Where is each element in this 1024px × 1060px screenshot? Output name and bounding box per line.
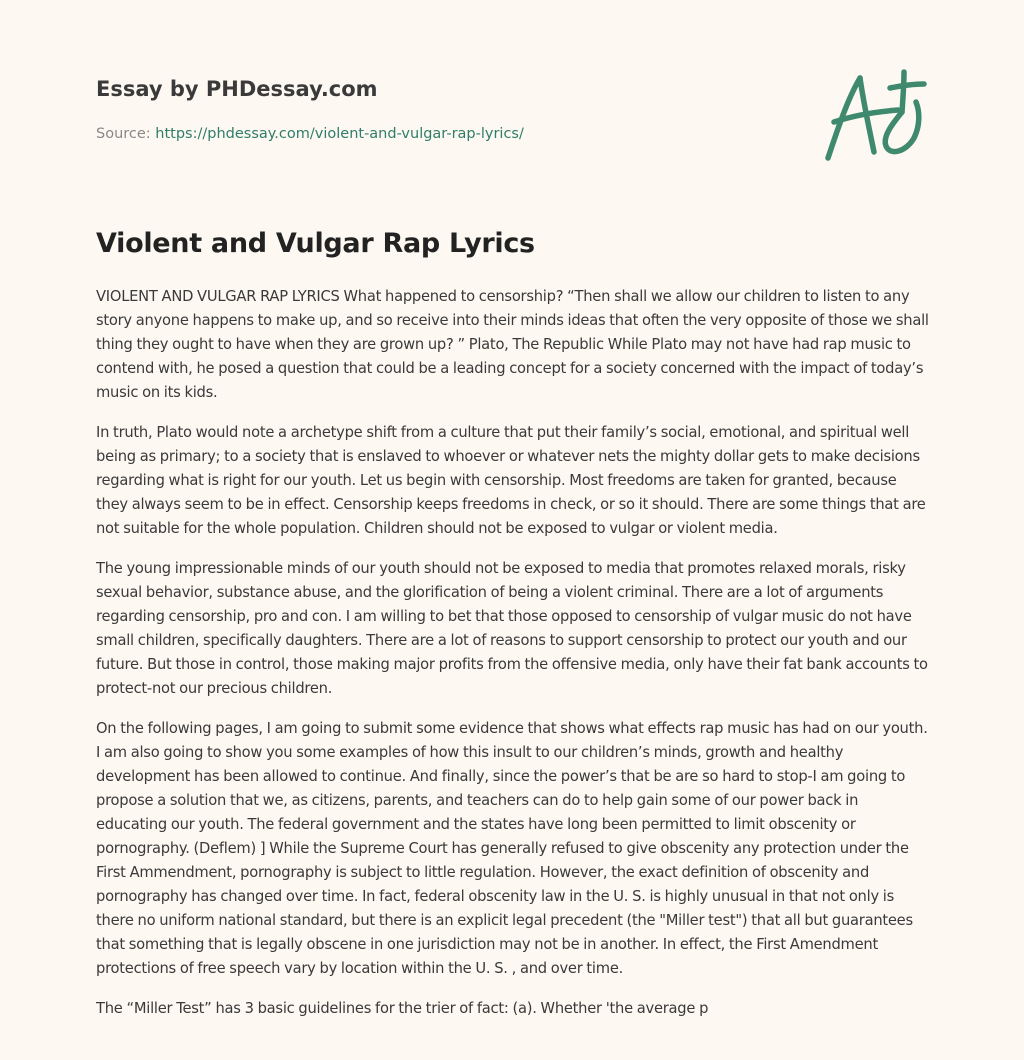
essay-paragraph: In truth, Plato would note a archetype shift from a culture that put their family’s social, emotional, and spiritual well being as primary; to a society that is enslaved to whoever or whatever nets the mighty dollar gets to make decisions regarding what is right for our youth. Let us begin with censorship. Most freedoms are taken for granted, because they always seem to be in effect. Censorship keeps freedoms in check, or so it should. There are some things that are not suitable for the whole population. Children should not be exposed to vulgar or violent media. [96,424,926,537]
source-line [96,124,796,144]
essay-header [96,74,796,144]
source-label: Source: [96,126,151,142]
essay-paragraph: The young impressionable minds of our youth should not be exposed to media that promotes relaxed morals, risky sexual behavior, substance abuse, and the glorification of being a violent criminal. There are a lot of arguments regarding censorship, pro and con. I am willing to bet that those opposed to censorship of vulgar music do not have small children, specifically daughters. There are a lot of reasons to support censorship to protect our youth and our future. But those in control, those making major profits from the offensive media, only have their fat bank accounts to protect-not our precious children. [96,560,928,697]
essay-paragraph: On the following pages, I am going to submit some evidence that shows what effects rap music has had on our youth. I am also going to show you some examples of how this insult to our children’s minds, growth and healthy development has been allowed to continue. And finally, since the power’s that be are so hard to stop-I am going to propose a solution that we, as citizens, parents, and teachers can do to help gain some of our power back in educating our youth. The federal government and the states have long been permitted to limit obscenity or pornography. (Deflem) ] While the Supreme Court has generally refused to give obscenity any protection under the First Ammendment, pornography is subject to little regulation. However, the exact definition of obscenity and pornography has changed over time. In fact, federal obscenity law in the U. S. is highly unusual in that not only is there no uniform national standard, but there is an explicit legal precedent (the "Miller test") that all but guarantees that something that is legally obscene in one jurisdiction may not be in another. In effect, the First Amendment protections of free speech vary by location within the U. S. , and over time. [96,720,928,977]
source-link[interactable]: https://phdessay.com/violent-and-vulgar-rap-lyrics/ [155,126,524,142]
essay-paragraph: VIOLENT AND VULGAR RAP LYRICS What happened to censorship? “Then shall we allow our children to listen to any story anyone happens to make up, and so receive into their minds ideas that often the very opposite of those we shall thing they ought to have when they are grown up? ” Plato, The Republic While Plato may not have had rap music to contend with, he posed a question that could be a leading concept for a society concerned with the impact of today’s music on its kids. [96,288,929,401]
brand-title: Essay by PHDessay.com [96,77,378,101]
essay-body [96,285,932,1037]
a-plus-grade-icon [820,66,930,166]
essay-title: Violent and Vulgar Rap Lyrics [96,228,535,259]
essay-paragraph: The “Miller Test” has 3 basic guidelines for the trier of fact: (a). Whether 'the average p [96,1000,709,1017]
